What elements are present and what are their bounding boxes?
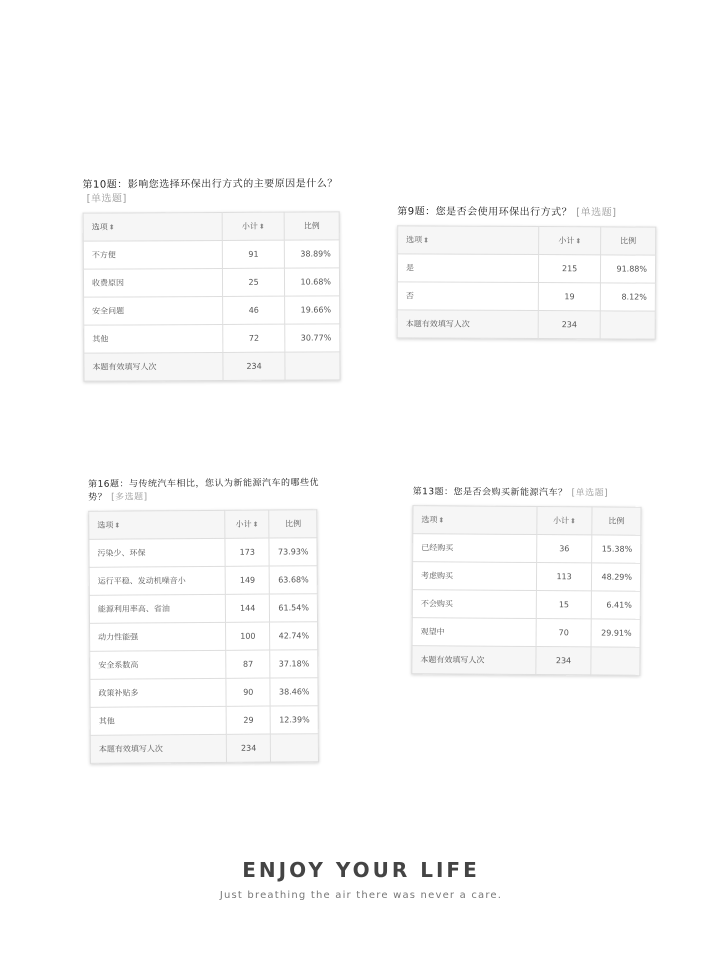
option-cell: 考虑购买 (412, 562, 536, 591)
option-cell: 其他 (90, 706, 226, 735)
table-footer-row (412, 646, 640, 676)
footer-count: 234 (536, 647, 591, 675)
count-cell: 113 (537, 563, 592, 591)
pct-cell: 61.54% (270, 594, 318, 622)
pct-cell: 91.88% (600, 255, 655, 283)
option-cell: 收费原因 (83, 268, 222, 297)
count-cell: 215 (539, 255, 601, 283)
table-row (90, 678, 318, 708)
footer-count: 234 (538, 311, 600, 339)
question-13-text: 第13题：您是否会购买新能源汽车？ (412, 487, 568, 499)
pct-cell: 48.29% (591, 563, 640, 591)
sort-icon[interactable]: ⬍ (114, 521, 121, 530)
footer-count: 234 (223, 352, 285, 380)
sort-icon[interactable]: ⬍ (108, 223, 115, 232)
pct-cell: 12.39% (271, 706, 319, 734)
col-option-header[interactable]: 选项⬍ (89, 510, 225, 539)
pct-cell: 38.89% (284, 240, 339, 268)
count-cell: 149 (225, 566, 270, 594)
count-cell: 91 (223, 240, 285, 268)
option-cell: 能源利用率高、省油 (89, 594, 225, 623)
count-cell: 72 (223, 324, 285, 352)
pct-cell: 73.93% (269, 538, 317, 566)
pct-cell: 30.77% (285, 324, 340, 352)
pct-cell: 63.68% (270, 566, 318, 594)
footer-label: 本题有效填写人次 (90, 734, 226, 763)
col-pct-header: 比例 (269, 510, 317, 538)
col-pct-header: 比例 (284, 212, 339, 240)
footer-label: 本题有效填写人次 (397, 310, 538, 339)
table-row (84, 324, 340, 353)
option-cell: 动力性能强 (90, 622, 226, 651)
sort-icon[interactable]: ⬍ (423, 236, 430, 245)
pct-cell: 6.41% (591, 591, 640, 619)
col-count-header[interactable]: 小计⬍ (222, 212, 284, 240)
question-13-card (411, 486, 648, 676)
question-9-title (397, 205, 659, 220)
col-pct-header: 比例 (592, 507, 641, 535)
footer-label: 本题有效填写人次 (412, 646, 536, 675)
count-cell: 25 (223, 268, 285, 296)
question-16-title (88, 477, 323, 505)
question-type-tag: [多选题] (111, 492, 148, 503)
count-cell: 36 (537, 535, 592, 563)
pct-cell: 8.12% (600, 283, 655, 311)
question-10-table (83, 211, 341, 381)
question-13-title (413, 486, 649, 501)
table-row (90, 622, 318, 652)
pct-cell: 42.74% (270, 622, 318, 650)
table-row (84, 296, 340, 325)
question-13-table (411, 505, 641, 676)
sort-icon[interactable]: ⬍ (570, 517, 576, 526)
count-cell: 144 (225, 594, 270, 622)
count-cell: 46 (223, 296, 285, 324)
option-cell: 安全问题 (84, 296, 223, 325)
sort-icon[interactable]: ⬍ (258, 222, 265, 231)
pct-cell: 15.38% (592, 535, 641, 563)
option-cell: 政策补贴多 (90, 678, 226, 707)
table-header-row (89, 510, 317, 540)
count-cell: 173 (225, 538, 270, 566)
option-cell: 是 (397, 254, 538, 283)
question-type-tag: [单选题] (576, 207, 617, 219)
table-header-row (398, 226, 656, 255)
option-cell: 已经购买 (413, 534, 537, 563)
question-10-text: 第10题：影响您选择环保出行方式的主要原因是什么？ (82, 178, 338, 191)
sort-icon[interactable]: ⬍ (575, 237, 582, 246)
table-row (412, 618, 640, 648)
footer-label: 本题有效填写人次 (84, 352, 223, 381)
table-footer-row (84, 352, 340, 381)
question-16-table (88, 509, 319, 764)
table-row (89, 538, 317, 568)
option-cell: 不会购买 (412, 590, 536, 619)
option-cell: 不方便 (83, 240, 222, 269)
count-cell: 90 (226, 678, 271, 706)
table-row (90, 706, 318, 736)
pct-cell: 38.46% (270, 678, 318, 706)
count-cell: 19 (539, 283, 601, 311)
col-pct-header: 比例 (601, 227, 656, 255)
col-option-header[interactable]: 选项⬍ (413, 506, 537, 535)
question-9-table (397, 225, 657, 339)
table-row (83, 268, 339, 297)
sort-icon[interactable]: ⬍ (438, 516, 445, 525)
question-10-title (82, 177, 344, 206)
option-cell: 其他 (84, 324, 223, 353)
count-cell: 70 (536, 619, 591, 647)
option-cell: 运行平稳、发动机噪音小 (89, 566, 225, 595)
table-row (90, 650, 318, 680)
pct-cell: 29.91% (591, 619, 640, 647)
table-row (89, 566, 317, 596)
col-count-header[interactable]: 小计⬍ (537, 507, 592, 535)
footer-title: ENJOY YOUR LIFE (242, 858, 480, 882)
pct-cell: 10.68% (284, 268, 339, 296)
pct-cell: 37.18% (270, 650, 318, 678)
count-cell: 100 (226, 622, 271, 650)
question-16-text: 第16题：与传统汽车相比，您认为新能源汽车的哪些优势？ (88, 478, 320, 503)
col-option-header[interactable]: 选项⬍ (83, 212, 222, 241)
col-count-header[interactable]: 小计⬍ (225, 510, 270, 538)
table-row (397, 254, 655, 283)
page-footer (0, 858, 722, 901)
count-cell: 87 (226, 650, 271, 678)
count-cell: 29 (226, 706, 271, 734)
footer-count: 234 (226, 734, 271, 762)
question-16-card (88, 477, 325, 764)
question-type-tag: [单选题] (86, 193, 127, 205)
option-cell: 观望中 (412, 618, 536, 647)
pct-cell: 19.66% (285, 296, 340, 324)
question-9-card (397, 205, 660, 339)
table-row (413, 534, 641, 564)
question-9-text: 第9题：您是否会使用环保出行方式？ (397, 206, 573, 219)
question-type-tag: [单选题] (571, 488, 609, 499)
option-cell: 污染少、环保 (89, 538, 225, 567)
table-row (83, 240, 339, 269)
table-row (412, 590, 640, 620)
table-row (412, 562, 640, 592)
sort-icon[interactable]: ⬍ (252, 520, 259, 529)
table-header-row (83, 212, 339, 241)
table-row (89, 594, 317, 624)
table-header-row (413, 506, 641, 536)
question-10-card (82, 177, 345, 381)
table-footer-row (397, 310, 655, 339)
footer-subtitle: Just breathing the air there was never a care. (219, 890, 503, 901)
col-option-header[interactable]: 选项⬍ (398, 226, 539, 255)
option-cell: 否 (397, 282, 538, 311)
table-row (397, 282, 655, 311)
count-cell: 15 (536, 591, 591, 619)
option-cell: 安全系数高 (90, 650, 226, 679)
col-count-header[interactable]: 小计⬍ (539, 227, 601, 255)
table-footer-row (90, 734, 318, 764)
